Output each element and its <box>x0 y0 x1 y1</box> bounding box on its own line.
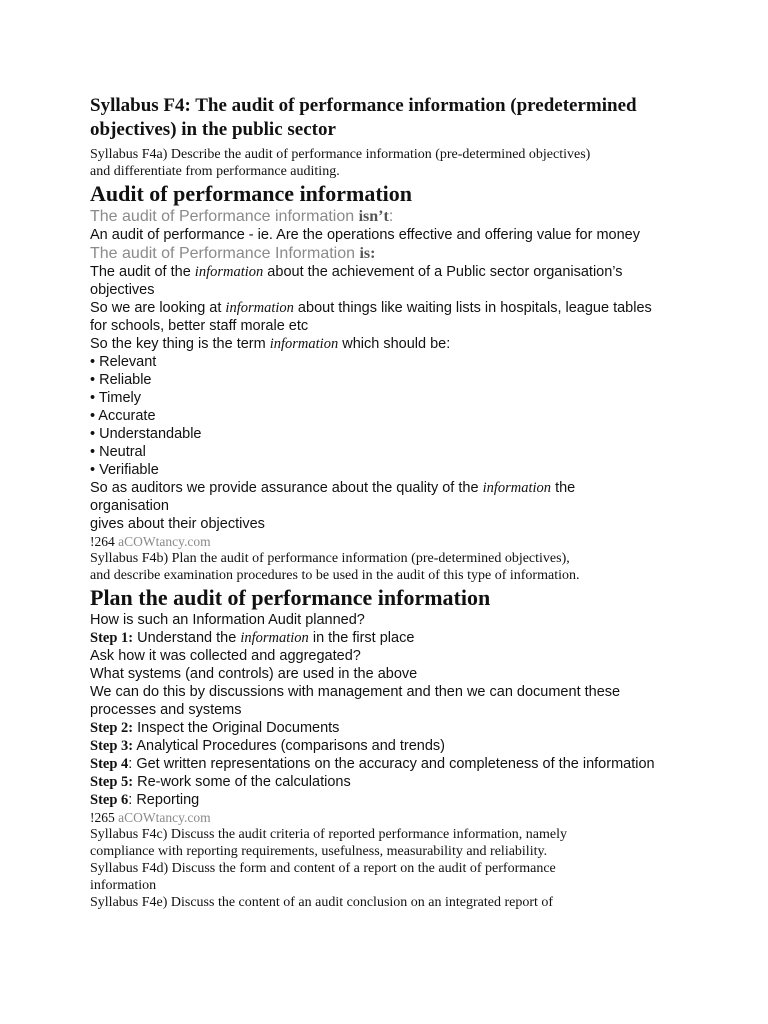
list-item: • Relevant <box>90 354 157 370</box>
information-emphasis: information <box>240 630 309 646</box>
list-item: • Timely <box>90 390 141 406</box>
isnt-text: An audit of performance - ie. Are the operations effective and offering value for money <box>90 227 640 243</box>
step-5: Step 5: Re-work some of the calculations <box>90 774 351 790</box>
information-emphasis: information <box>269 336 339 352</box>
paragraph-assurance: So as auditors we provide assurance about the quality of the information the organisation gives about their objectives <box>90 480 576 532</box>
main-heading-line-2: objectives) in the public sector <box>90 119 336 140</box>
main-heading-line-1: Syllabus F4: The audit of performance information (predetermined <box>90 95 637 116</box>
page-number: !264 <box>90 534 119 549</box>
page-number: !265 <box>90 810 119 825</box>
syllabus-f4d-line-1: Syllabus F4d) Discuss the form and content of a report on the audit of performance <box>90 861 556 876</box>
planning-intro: How is such an Information Audit planned? <box>90 612 365 628</box>
isnt-heading-colon: : <box>388 208 394 225</box>
syllabus-f4c <box>90 826 768 860</box>
step-6: Step 6: Reporting <box>90 792 200 808</box>
list-item: • Accurate <box>90 408 156 424</box>
step-1: Step 1: Understand the information in the first place <box>90 630 415 646</box>
list-item: • Understandable <box>90 426 202 442</box>
syllabus-f4b <box>90 550 768 584</box>
isnt-heading-label: The audit of Performance information <box>90 208 359 225</box>
isnt-heading-word: isn’t <box>358 208 389 225</box>
paragraph-audit-definition: The audit of the information about the achievement of a Public sector organisation’s objectives So we are looking at information about things like waiting lists in hospitals, league tables for schools, better staff morale etc So the key thing is the term information which should be: <box>90 264 652 352</box>
list-item: • Verifiable <box>90 462 159 478</box>
site-link[interactable]: aCOWtancy.com <box>118 534 211 549</box>
syllabus-f4a-line-1: Syllabus F4a) Describe the audit of performance information (pre-determined objectives) <box>90 147 591 162</box>
page-citation-264 <box>90 533 768 550</box>
site-link[interactable]: aCOWtancy.com <box>118 810 211 825</box>
syllabus-f4b-line-1: Syllabus F4b) Plan the audit of performance information (pre-determined objectives), <box>90 551 570 566</box>
syllabus-f4d-line-2: information <box>90 878 157 893</box>
isnt-heading <box>90 207 768 226</box>
section-title-plan-the-audit: Plan the audit of performance information <box>90 585 491 610</box>
step-label: Step 4 <box>90 756 129 772</box>
step-2: Step 2: Inspect the Original Documents <box>90 720 340 736</box>
main-heading <box>90 94 768 142</box>
is-heading <box>90 244 768 263</box>
page-citation-265 <box>90 809 768 826</box>
list-item: • Neutral <box>90 444 146 460</box>
step-4: Step 4: Get written representations on the accuracy and completeness of the information <box>90 756 655 772</box>
information-emphasis: information <box>194 264 264 280</box>
syllabus-f4c-line-2: compliance with reporting requirements, usefulness, measurability and reliability. <box>90 844 548 859</box>
step-3: Step 3: Analytical Procedures (comparisons and trends) <box>90 738 446 754</box>
is-heading-label: The audit of Performance Information <box>90 245 360 262</box>
is-heading-word: is: <box>359 245 376 262</box>
planning-steps: How is such an Information Audit planned? Step 1: Understand the information in the first place Ask how it was collected and aggregated? What systems (and controls) are used in the above We can do this by discussions with management and then we can document these processes and systems Step 2: Inspect the Original Documents Step 3: Analytical Procedures (comparisons and trends) Step 4: Get written representations on the accuracy and completeness of the information Step 5: Re-work some of the calculations Step 6: Reporting <box>90 611 768 809</box>
syllabus-f4a <box>90 146 768 180</box>
information-emphasis: information <box>482 480 552 496</box>
step-label: Step 2: <box>90 720 134 736</box>
step-label: Step 6 <box>90 792 129 808</box>
qualities-list <box>90 353 768 479</box>
syllabus-f4d <box>90 860 768 894</box>
syllabus-f4e <box>90 894 768 911</box>
step-label: Step 3: <box>90 738 134 754</box>
information-emphasis: information <box>225 300 294 316</box>
step-label: Step 1: <box>90 630 134 646</box>
step-label: Step 5: <box>90 774 134 790</box>
syllabus-f4b-line-2: and describe examination procedures to be used in the audit of this type of information. <box>90 568 580 583</box>
list-item: • Reliable <box>90 372 152 388</box>
syllabus-f4a-line-2: and differentiate from performance auditing. <box>90 164 340 179</box>
syllabus-f4e-line-1: Syllabus F4e) Discuss the content of an audit conclusion on an integrated report of <box>90 895 554 910</box>
section-title-audit-of-performance: Audit of performance information <box>90 181 413 206</box>
syllabus-f4c-line-1: Syllabus F4c) Discuss the audit criteria of reported performance information, namely <box>90 827 568 842</box>
